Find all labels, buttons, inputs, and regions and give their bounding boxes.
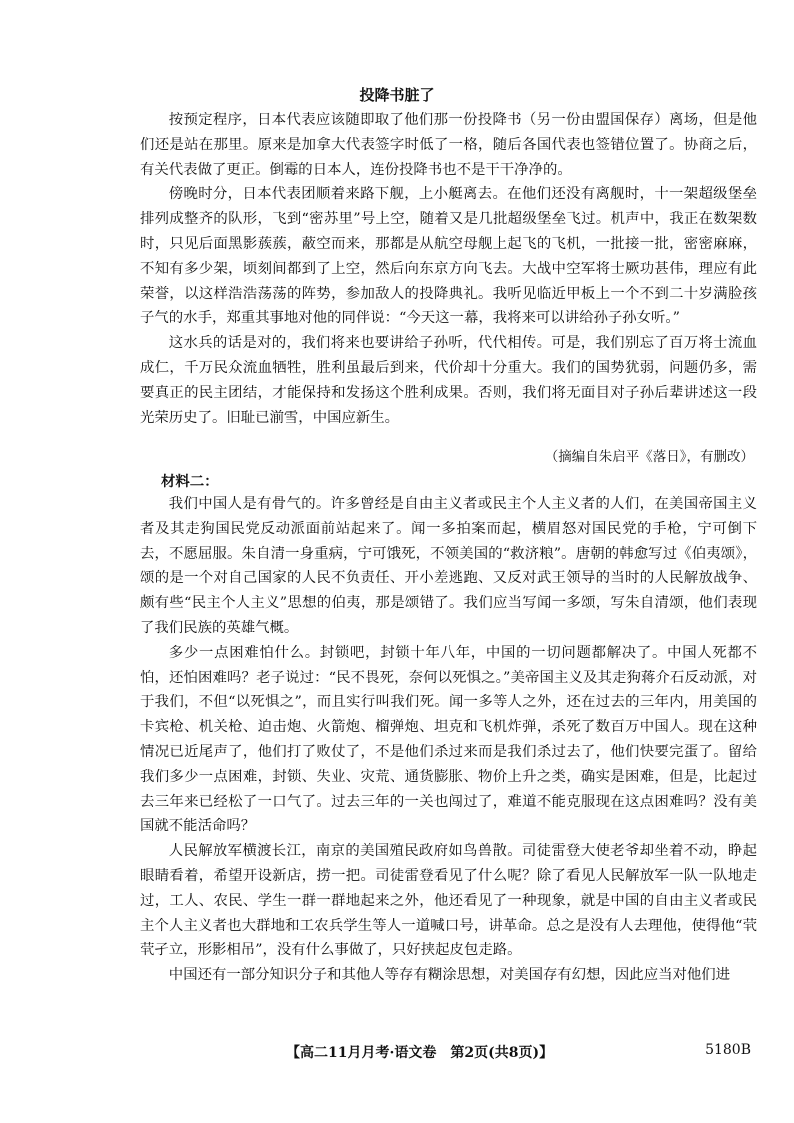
paragraph: 这水兵的话是对的，我们将来也要讲给子孙听，代代相传。可是，我们别忘了百万将士流血成仁，千万民众流血牺牲，胜利虽最后到来，代价却十分重大。我们的国势犹弱，问题仍多，需要真正的民主团结，才能保持和发扬这个胜利成果。否则，我们将无面目对子孙后辈讲述这一段光荣历史了。旧耻已湔雪，中国应新生。: [140, 335, 757, 426]
section-heading: 材料二：: [161, 473, 219, 490]
source-citation: （摘编自朱启平《落日》，有删改）: [544, 449, 754, 465]
paragraph: 人民解放军横渡长江，南京的美国殖民政府如鸟兽散。司徒雷登大使老爷却坐着不动，睁起眼睛看着，希望开设新店，捞一把。司徒雷登看见了什么呢？除了看见人民解放军一队一队地走过，工人、农民、学生一群一群地起来之外，他还看见了一种现象，就是中国的自由主义者或民主个人主义者也大群地和工农兵学生等人一道喊口号，讲革命。总之是没有人去理他，使得他“茕茕孑立，形影相吊”，没有什么事做了，只好挟起皮包走路。: [140, 843, 757, 959]
paragraph: 傍晚时分，日本代表团顺着来路下舰，上小艇离去。在他们还没有离舰时，十一架超级堡垒排列成整齐的队形，飞到“密苏里”号上空，随着又是几批超级堡垒飞过。机声中，我正在数架数时，只见后面黑影蔟蔟，蔽空而来，那都是从航空母舰上起飞的飞机，一批接一批，密密麻麻，不知有多少架，顷刻间都到了上空，然后向东京方向飞去。大战中空军将士厥功甚伟，理应有此荣誉，以这样浩浩荡荡的阵势，参加敌人的投降典礼。我听见临近甲板上一个不到二十岁满脸孩子气的水手，郑重其事地对他的同伴说：“今天这一幕，我将来可以讲给孙子孙女听。”: [140, 186, 757, 327]
paragraph: 我们中国人是有骨气的。许多曾经是自由主义者或民主个人主义者的人们，在美国帝国主义者及其走狗国民党反动派面前站起来了。闻一多拍案而起，横眉怒对国民党的手枪，宁可倒下去，不愿屈服。朱自清一身重病，宁可饿死，不领美国的“救济粮”。唐朝的韩愈写过《伯夷颂》，颂的是一个对自己国家的人民不负责任、开小差逃跑、又反对武王领导的当时的人民解放战争、颇有些“民主个人主义”思想的伯夷，那是颂错了。我们应当写闻一多颂，写朱自清颂，他们表现了我们民族的英雄气概。: [140, 496, 757, 636]
paragraph: 多少一点困难怕什么。封锁吧，封锁十年八年，中国的一切问题都解决了。中国人死都不怕，还怕困难吗？老子说过：“民不畏死，奈何以死惧之。”美帝国主义及其走狗蒋介石反动派，对于我们，不但“以死惧之”，而且实行叫我们死。闻一多等人之外，还在过去的三年内，用美国的卡宾枪、机关枪、迫击炮、火箭炮、榴弹炮、坦克和飞机炸弹，杀死了数百万中国人。现在这种情况已近尾声了，他们打了败仗了，不是他们杀过来而是我们杀过去了，他们快要完蛋了。留给我们多少一点困难，封锁、失业、灾荒、通货膨胀、物价上升之类，确实是困难，但是，比起过去三年来已经松了一口气了。过去三年的一关也闯过了，难道不能克服现在这点困难吗？没有美国就不能活命吗？: [140, 644, 757, 835]
paragraph: 按预定程序，日本代表应该随即取了他们那一份投降书（另一份由盟国保存）离场，但是他们还是站在那里。原来是加拿大代表签字时低了一格，随后各国代表也签错位置了。协商之后，有关代表做了更正。倒霉的日本人，连份投降书也不是干干净净的。: [140, 112, 757, 178]
material-two-body: [140, 492, 757, 988]
paragraph: 中国还有一部分知识分子和其他人等存有糊涂思想，对美国存有幻想，因此应当对他们进: [168, 967, 731, 984]
material-one-body: [140, 108, 757, 430]
footer-exam-code: 5180B: [705, 1042, 751, 1058]
footer-page-info: 【高二11月月考·语文卷 第2页(共8页)】: [286, 1045, 554, 1061]
page-title: 投降书脏了: [359, 86, 435, 104]
